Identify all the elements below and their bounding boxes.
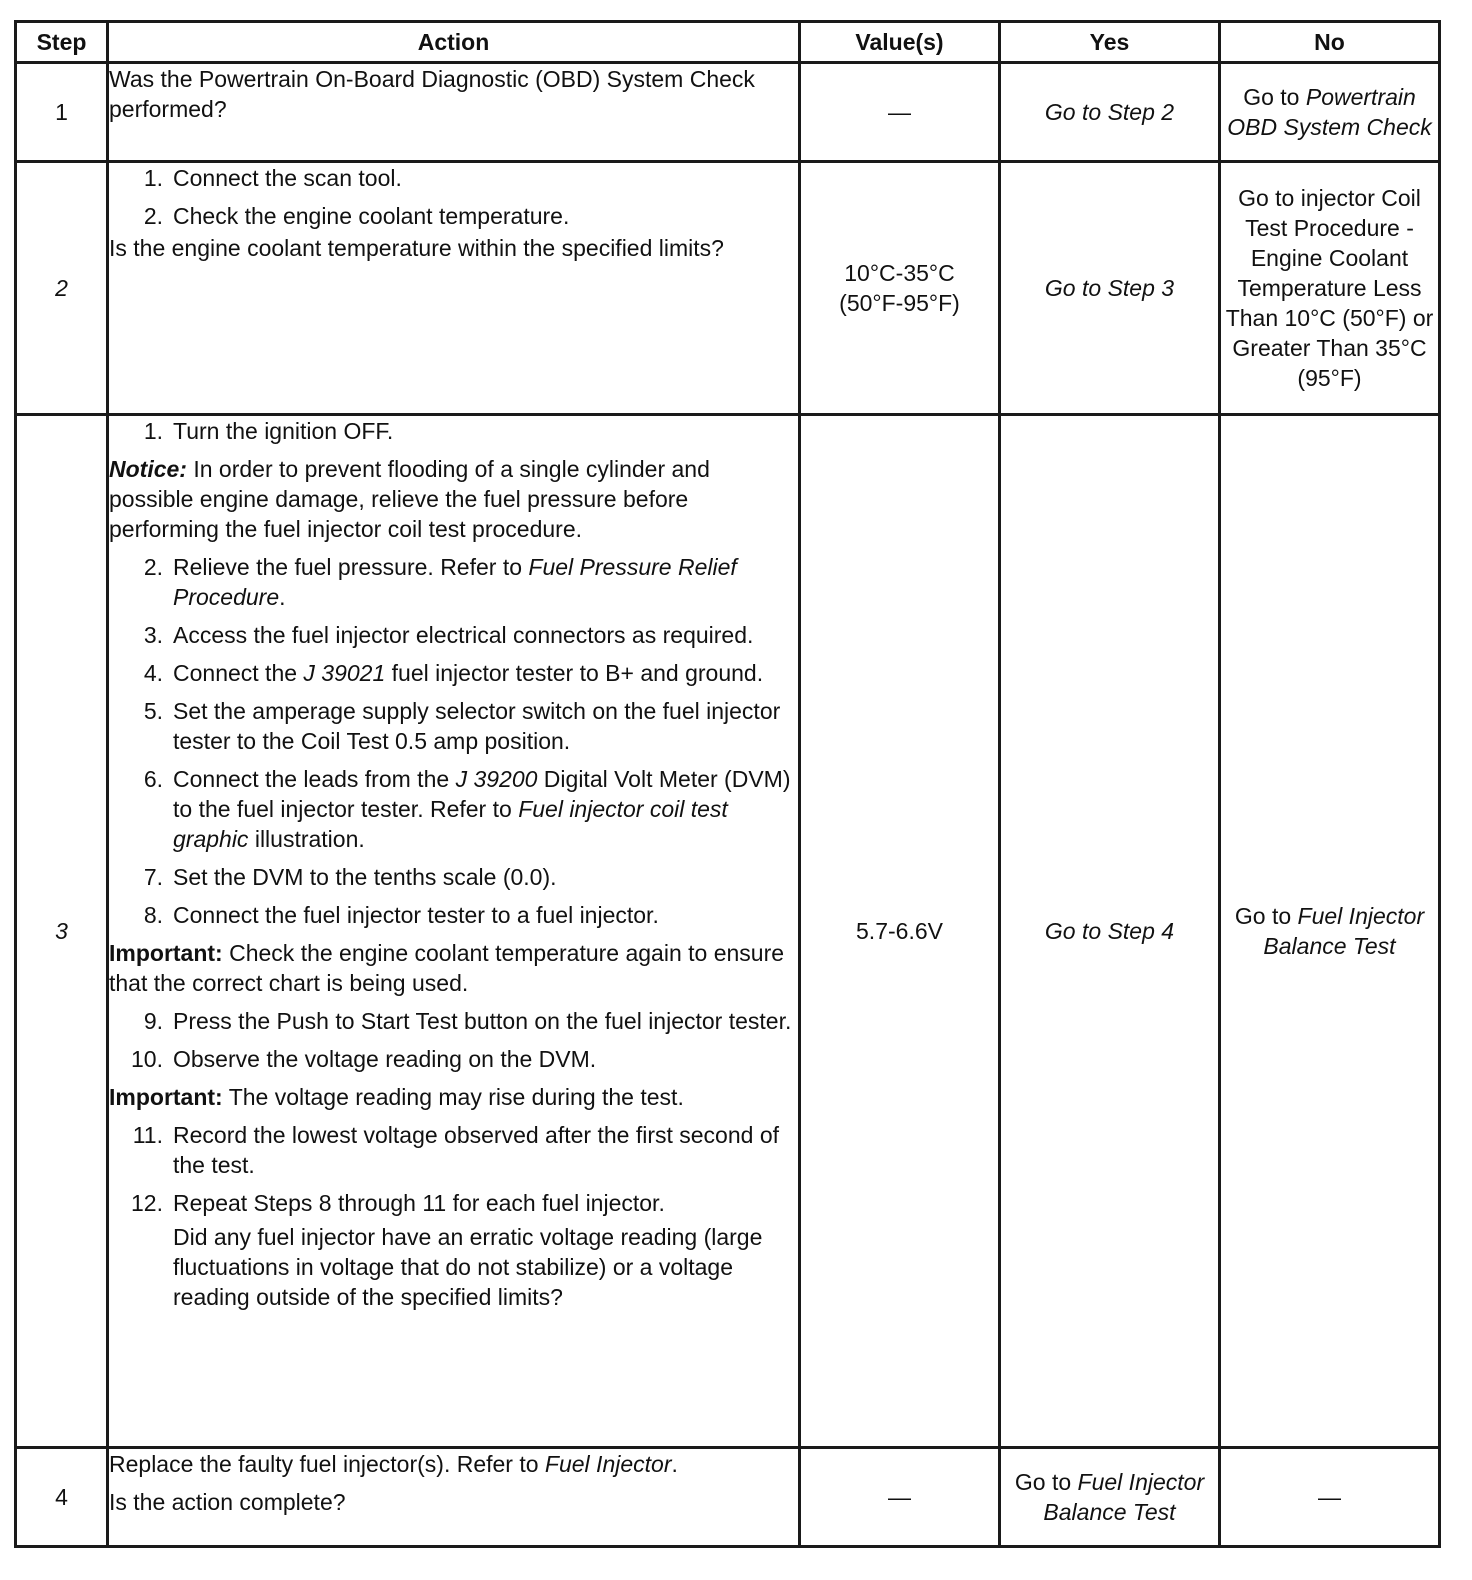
item-number: 11. (132, 1122, 163, 1148)
item-text-part: . (279, 584, 286, 610)
action-item (109, 764, 798, 854)
no-cell (1220, 415, 1440, 1448)
no-cell: — (1220, 1448, 1440, 1547)
item-number: 7. (143, 864, 163, 890)
important-paragraph (109, 938, 798, 998)
item-text (173, 764, 798, 854)
item-text-part: Relieve the fuel pressure. Refer to (173, 554, 529, 580)
item-text: Repeat Steps 8 through 11 for each fuel injector. (173, 1190, 665, 1216)
action-item (109, 201, 798, 231)
item-number: 1. (143, 165, 163, 191)
item-number: 5. (143, 698, 163, 724)
header-action: Action (108, 22, 800, 63)
header-no: No (1220, 22, 1440, 63)
item-number: 2. (143, 203, 163, 229)
yes-link[interactable]: Go to Step 3 (1000, 162, 1220, 415)
step-number: 3 (16, 415, 108, 1448)
yes-link[interactable]: Go to Step 2 (1000, 63, 1220, 162)
step-number: 4 (16, 1448, 108, 1547)
item-number: 4. (143, 660, 163, 686)
item-text (173, 552, 798, 612)
step-number: 2 (16, 162, 108, 415)
action-item (109, 1044, 798, 1074)
item-text: Access the fuel injector electrical connectors as required. (173, 622, 754, 648)
item-text: Record the lowest voltage observed after the first second of the test. (173, 1122, 779, 1178)
value-cell: — (800, 63, 1000, 162)
item-number: 8. (143, 902, 163, 928)
value-line: (50°F-95°F) (839, 290, 960, 316)
item-text-part: Connect the (173, 660, 304, 686)
no-prefix: Go to (1243, 84, 1306, 110)
header-yes: Yes (1000, 22, 1220, 63)
table-row (16, 415, 1440, 1448)
important-label: Important: (109, 940, 223, 966)
table-row (16, 1448, 1440, 1547)
important-label: Important: (109, 1084, 223, 1110)
value-cell: 5.7-6.6V (800, 415, 1000, 1448)
action-instruction (109, 1449, 798, 1479)
yes-prefix: Go to (1014, 1469, 1078, 1495)
item-text-part: Digital Volt Meter (DVM) to the fuel injector tester. Refer to (173, 766, 791, 822)
action-item (109, 552, 798, 612)
item-number: 6. (143, 766, 163, 792)
header-step: Step (16, 22, 108, 63)
header-row (16, 22, 1440, 63)
item-text: Set the DVM to the tenths scale (0.0). (173, 864, 557, 890)
action-cell (108, 1448, 800, 1547)
notice-label: Notice: (109, 456, 187, 482)
action-question: Was the Powertrain On-Board Diagnostic (OBD) System Check performed? (109, 66, 755, 122)
value-cell (800, 162, 1000, 415)
action-question: Is the engine coolant temperature within the specified limits? (109, 235, 724, 261)
step-number: 1 (16, 63, 108, 162)
item-number: 10. (131, 1046, 163, 1072)
tool-reference: J 39200 (455, 766, 538, 792)
no-cell[interactable]: Go to injector Coil Test Procedure -Engine Coolant Temperature Less Than 10°C (50°F) or Greater Than 35°C (95°F) (1220, 162, 1440, 415)
table-row (16, 63, 1440, 162)
no-prefix: Go to (1234, 903, 1298, 929)
item-text: Connect the fuel injector tester to a fuel injector. (173, 902, 659, 928)
item-number: 1. (143, 418, 163, 444)
yes-link[interactable]: Go to Step 4 (1000, 415, 1220, 1448)
item-text-part: fuel injector tester to B+ and ground. (385, 660, 764, 686)
item-text: Set the amperage supply selector switch on the fuel injector tester to the Coil Test 0.5 amp position. (173, 698, 781, 754)
tool-reference: J 39021 (303, 660, 386, 686)
item-text (173, 658, 798, 688)
action-item (109, 1188, 798, 1218)
no-link[interactable]: Powertrain OBD System Check (1227, 84, 1432, 140)
procedure-reference[interactable]: Fuel Injector (544, 1451, 672, 1477)
action-item (109, 620, 798, 650)
item-number: 2. (143, 554, 163, 580)
action-item (109, 416, 798, 446)
value-cell: — (800, 1448, 1000, 1547)
action-question: Did any fuel injector have an erratic voltage reading (large fluctuations in voltage that do not stabilize) or a voltage reading outside of the specified limits? (173, 1224, 763, 1310)
no-cell (1220, 63, 1440, 162)
action-item (109, 862, 798, 892)
yes-link[interactable]: Fuel Injector Balance Test (1043, 1469, 1205, 1525)
item-text: Turn the ignition OFF. (173, 418, 394, 444)
item-number: 3. (143, 622, 163, 648)
item-number: 12. (131, 1190, 163, 1216)
no-link[interactable]: Fuel Injector Balance Test (1263, 903, 1425, 959)
action-item (109, 163, 798, 193)
procedure-reference[interactable]: Fuel Pressure Relief Procedure (173, 554, 737, 610)
action-item (109, 658, 798, 688)
action-item (109, 1006, 798, 1036)
notice-paragraph (109, 454, 798, 544)
item-text-part: Connect the leads from the (173, 766, 456, 792)
instruction-text: . (671, 1451, 678, 1477)
action-cell (108, 162, 800, 415)
graphic-reference[interactable]: Fuel injector coil test graphic (173, 796, 728, 852)
header-values: Value(s) (800, 22, 1000, 63)
important-text: Check the engine coolant temperature again to ensure that the correct chart is being used. (109, 940, 785, 996)
item-text: Connect the scan tool. (173, 165, 402, 191)
value-line: 10°C-35°C (844, 260, 955, 286)
diagnostic-table (14, 20, 1441, 1548)
action-cell (108, 63, 800, 162)
item-text: Observe the voltage reading on the DVM. (173, 1046, 597, 1072)
item-number: 9. (143, 1008, 163, 1034)
item-text: Check the engine coolant temperature. (173, 203, 570, 229)
action-cell (108, 415, 800, 1448)
item-text-part: illustration. (248, 826, 365, 852)
instruction-text: Replace the faulty fuel injector(s). Refer to (109, 1451, 545, 1477)
action-item (109, 1120, 798, 1180)
yes-cell (1000, 1448, 1220, 1547)
table-row (16, 162, 1440, 415)
important-text: The voltage reading may rise during the test. (222, 1084, 684, 1110)
item-text: Press the Push to Start Test button on the fuel injector tester. (173, 1008, 792, 1034)
action-question: Is the action complete? (109, 1489, 346, 1515)
action-item (109, 900, 798, 930)
action-item (109, 696, 798, 756)
important-paragraph (109, 1082, 798, 1112)
notice-text: In order to prevent flooding of a single cylinder and possible engine damage, relieve the fuel pressure before performing the fuel injector coil test procedure. (109, 456, 710, 542)
